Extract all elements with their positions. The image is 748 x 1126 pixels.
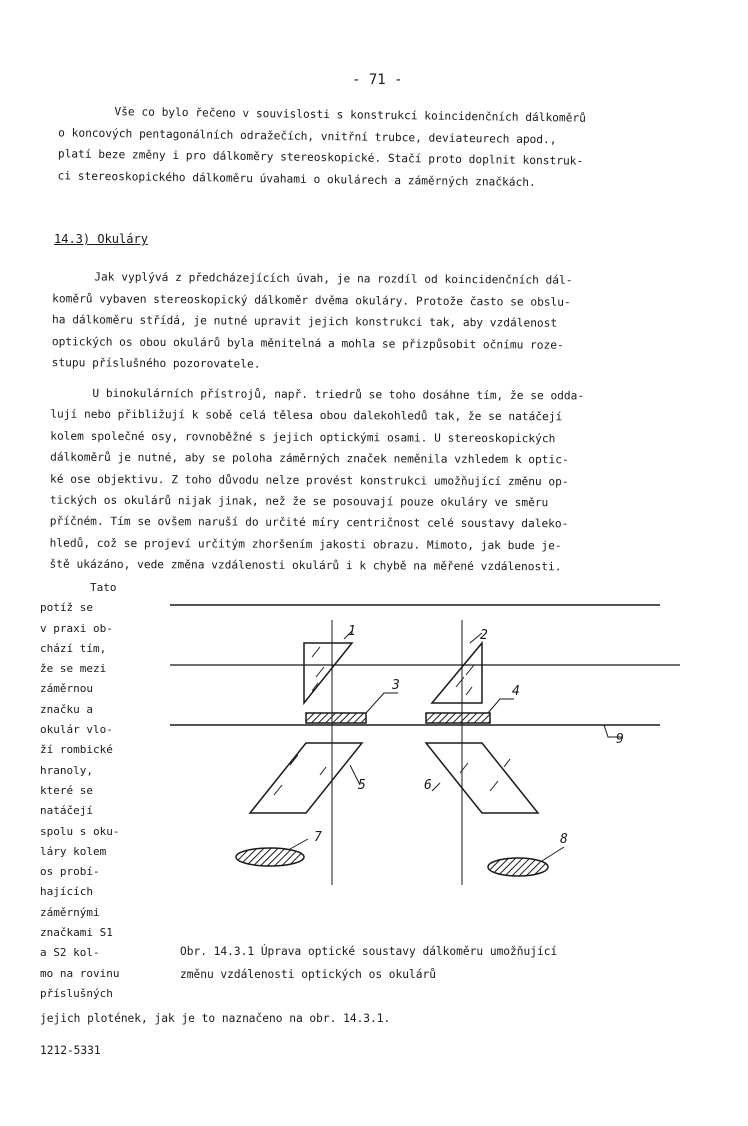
text-line: v praxi ob- — [40, 621, 113, 635]
prism-2 — [432, 643, 482, 703]
figure-caption — [180, 940, 557, 986]
text-line: příčném. Tím se ovšem naruší do určité míry centričnost celé soustavy daleko- — [49, 515, 569, 531]
text-line: že se mezi — [40, 662, 107, 676]
text-line: o koncových pentagonálních odražečích, vnitřní trubce, deviateurech apod., — [58, 125, 557, 146]
text-line: hledů, což se projeví určitým zhoršením jakosti obrazu. Mimoto, jak bude je- — [49, 536, 562, 553]
text-line: U binokulárních přístrojů, např. triedrů se toho dosáhne tím, že se odda- — [92, 386, 585, 403]
last-line: jejich plotének, jak je to naznačeno na obr. 14.3.1. — [40, 1012, 391, 1025]
text-line: příslušných — [40, 986, 113, 1000]
section-heading: 14.3) Okuláry — [54, 232, 148, 246]
document-code: 1212-5331 — [40, 1044, 101, 1057]
label-1: 1 — [348, 624, 356, 639]
paragraph-1 — [52, 266, 573, 377]
text-line: kolem společné osy, rovnoběžné s jejich optickými osami. U stereoskopických — [50, 429, 556, 446]
label-7: 7 — [314, 830, 322, 845]
text-line: ží rombické — [40, 743, 113, 757]
caption-line: Obr. 14.3.1 Úprava optické soustavy dálkoměru umožňující — [180, 945, 558, 958]
text-line: značkami S1 — [40, 926, 113, 940]
text-line: okulár vlo- — [40, 723, 113, 737]
text-line: dálkoměrů je nutné, aby se poloha záměrných značek neměnila vzhledem k optic- — [50, 450, 569, 467]
text-line: spolu s oku- — [40, 824, 120, 838]
text-line: láry kolem — [40, 844, 107, 858]
text-line: ké ose objektivu. Z toho důvodu nelze provést konstrukci umožňující změnu op- — [49, 472, 569, 488]
text-line: a S2 kol- — [40, 946, 100, 960]
label-9: 9 — [616, 732, 624, 747]
rhomboid-prism-6 — [426, 743, 538, 813]
rhomboid-prism-5 — [250, 743, 362, 813]
text-line: značku a — [40, 702, 93, 716]
text-line: optických os obou okulárů byla měnitelná a mohla se přizpůsobit očnímu roze- — [51, 334, 564, 352]
eyepiece-8 — [488, 858, 548, 876]
eyepiece-7 — [236, 848, 304, 866]
text-line: Vše co bylo řečeno v souvislosti s konstrukcí koincidenčních dálkoměrů — [114, 105, 587, 125]
label-2: 2 — [480, 628, 488, 643]
text-line: stupu příslušného pozorovatele. — [51, 356, 261, 371]
text-line: platí beze změny i pro dálkoměry stereoskopické. Stačí proto doplnit konstruk- — [57, 147, 584, 168]
page-number: - 71 - — [352, 72, 403, 88]
text-line: lují nebo přibližují k sobě celá tělesa obou dalekohledů tak, že se natáčejí — [50, 408, 563, 424]
text-line: natáčejí — [40, 804, 93, 818]
text-line: Tato — [90, 581, 117, 594]
text-line: chází tím, — [40, 641, 107, 655]
text-line: os probí- — [40, 865, 100, 879]
reticle-plate-3 — [306, 713, 366, 723]
label-4: 4 — [512, 684, 520, 699]
label-5: 5 — [358, 778, 366, 793]
text-line: ha dálkoměru střídá, je nutné upravit jejich konstrukci tak, aby vzdálenost — [51, 313, 558, 330]
label-3: 3 — [392, 678, 400, 693]
text-line: potíž se — [40, 601, 93, 615]
text-line: ci stereoskopického dálkoměru úvahami o okulárech a záměrných značkách. — [57, 168, 536, 189]
text-line: které se — [40, 783, 93, 797]
text-line: ště ukázáno, vede změna vzdálenosti okulárů i k chybě na měřené vzdálenosti. — [49, 557, 562, 574]
text-line: tických os okulárů nijak jinak, než že se posouvají pouze okuláry ve směru — [49, 493, 549, 510]
label-8: 8 — [560, 832, 568, 847]
narrow-column-text — [40, 578, 119, 1004]
text-line: hajících — [40, 885, 93, 899]
optical-diagram — [170, 595, 690, 920]
text-line: koměrů vybaven stereoskopický dálkoměr dvěma okuláry. Protože často se obslu- — [52, 291, 571, 309]
text-line: záměrnými — [40, 905, 100, 919]
text-line: Jak vyplývá z předcházejících úvah, je na rozdíl od koincidenčních dál- — [94, 270, 573, 287]
text-line: hranoly, — [40, 763, 93, 777]
paragraph-2 — [49, 383, 584, 578]
intro-paragraph — [57, 100, 586, 193]
label-6: 6 — [424, 778, 432, 793]
caption-line: změnu vzdálenosti optických os okulárů — [180, 968, 436, 981]
text-line: záměrnou — [40, 682, 93, 696]
text-line: mo na rovinu — [40, 966, 120, 980]
prism-1 — [304, 643, 352, 703]
reticle-plate-4 — [426, 713, 490, 723]
